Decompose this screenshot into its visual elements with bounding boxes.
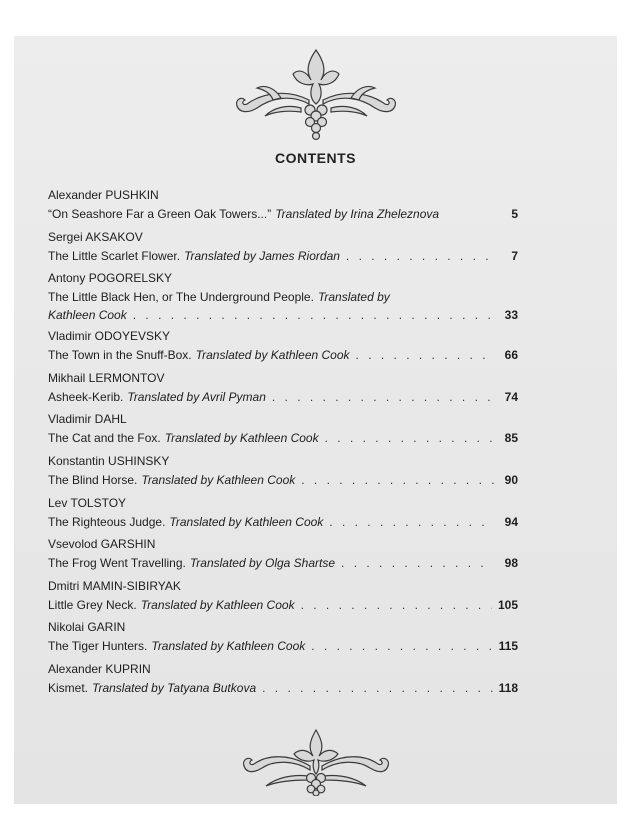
toc-entry	[48, 537, 518, 579]
toc-entry	[48, 662, 518, 704]
page-number: 115	[498, 639, 518, 654]
toc-entry	[48, 620, 518, 662]
author-name: Vsevolod GARSHIN	[48, 537, 156, 552]
dot-leader	[325, 431, 494, 446]
author-name: Vladimir ODOYEVSKY	[48, 329, 171, 344]
book-page	[14, 36, 617, 804]
page-number: 90	[504, 472, 518, 487]
floral-ornament-top-icon	[221, 42, 411, 142]
page-number: 94	[504, 514, 518, 529]
work-title: The Blind Horse.	[48, 472, 138, 487]
toc-entry	[48, 454, 518, 496]
translator-credit: Translated by Tatyana Butkova	[92, 680, 257, 695]
page-number: 74	[504, 389, 518, 404]
translator-credit: Translated by Kathleen Cook	[164, 431, 319, 446]
dot-leader	[311, 639, 492, 654]
work-title: The Little Black Hen, or The Underground People.	[48, 290, 314, 305]
dot-leader	[272, 390, 494, 405]
translator-credit: Translated by James Riordan	[184, 248, 340, 263]
work-title: The Cat and the Fox.	[48, 431, 161, 446]
translator-credit: Translated by Kathleen Cook	[169, 514, 324, 529]
translator-credit: Translated by Irina Zheleznova	[275, 207, 440, 221]
work-title: The Frog Went Travelling.	[48, 556, 186, 571]
toc-entry	[48, 230, 518, 272]
author-name: Lev TOLSTOY	[48, 495, 127, 510]
table-of-contents	[48, 188, 518, 704]
toc-entry	[48, 188, 518, 230]
work-title: Kismet.	[48, 680, 89, 695]
author-name: Antony POGORELSKY	[48, 271, 173, 286]
dot-leader	[301, 598, 492, 613]
floral-ornament-bottom-icon	[236, 726, 396, 796]
toc-entry	[48, 371, 518, 413]
dot-leader	[329, 515, 494, 530]
dot-leader	[133, 308, 494, 323]
translator-credit: Translated by Kathleen Cook	[195, 348, 350, 363]
page-number: 7	[511, 248, 518, 263]
dot-leader	[341, 556, 494, 571]
author-name: Dmitri MAMIN-SIBIRYAK	[48, 578, 181, 593]
author-name: Mikhail LERMONTOV	[48, 370, 165, 385]
translator-credit-continued: Kathleen Cook	[48, 308, 127, 323]
page-title: CONTENTS	[275, 150, 356, 166]
translator-credit: Translated by Avril Pyman	[127, 389, 266, 404]
dot-leader	[301, 473, 494, 488]
page-number: 85	[504, 431, 518, 446]
toc-entry	[48, 496, 518, 538]
toc-entry	[48, 579, 518, 621]
work-title: Little Grey Neck.	[48, 597, 137, 612]
translator-credit: Translated by Kathleen Cook	[141, 472, 296, 487]
author-name: Alexander KUPRIN	[48, 661, 151, 676]
work-title: “On Seashore Far a Green Oak Towers...”	[48, 207, 272, 221]
translator-credit: Translated by Olga Shartse	[189, 556, 336, 571]
work-title: The Little Scarlet Flower.	[48, 248, 181, 263]
page-number: 66	[504, 348, 518, 363]
dot-leader	[262, 681, 493, 696]
work-title: The Tiger Hunters.	[48, 639, 148, 654]
translator-credit: Translated by Kathleen Cook	[140, 597, 295, 612]
translator-credit: Translated by	[317, 290, 390, 305]
page-number: 118	[498, 680, 518, 695]
dot-leader	[356, 348, 494, 363]
author-name: Nikolai GARIN	[48, 620, 126, 635]
toc-entry	[48, 412, 518, 454]
page-number: 5	[511, 207, 518, 221]
translator-credit: Translated by Kathleen Cook	[151, 639, 306, 654]
author-name: Vladimir DAHL	[48, 412, 127, 427]
work-title: The Town in the Snuff-Box.	[48, 348, 192, 363]
toc-entry	[48, 271, 518, 329]
author-name: Alexander PUSHKIN	[48, 188, 159, 202]
author-name: Konstantin USHINSKY	[48, 453, 170, 468]
toc-entry	[48, 329, 518, 371]
page-number: 33	[504, 308, 518, 323]
work-title: The Righteous Judge.	[48, 514, 166, 529]
dot-leader	[346, 249, 494, 264]
page-number: 105	[497, 597, 518, 612]
page-number: 98	[504, 556, 518, 571]
author-name: Sergei AKSAKOV	[48, 229, 143, 244]
work-title: Asheek-Kerib.	[48, 389, 124, 404]
